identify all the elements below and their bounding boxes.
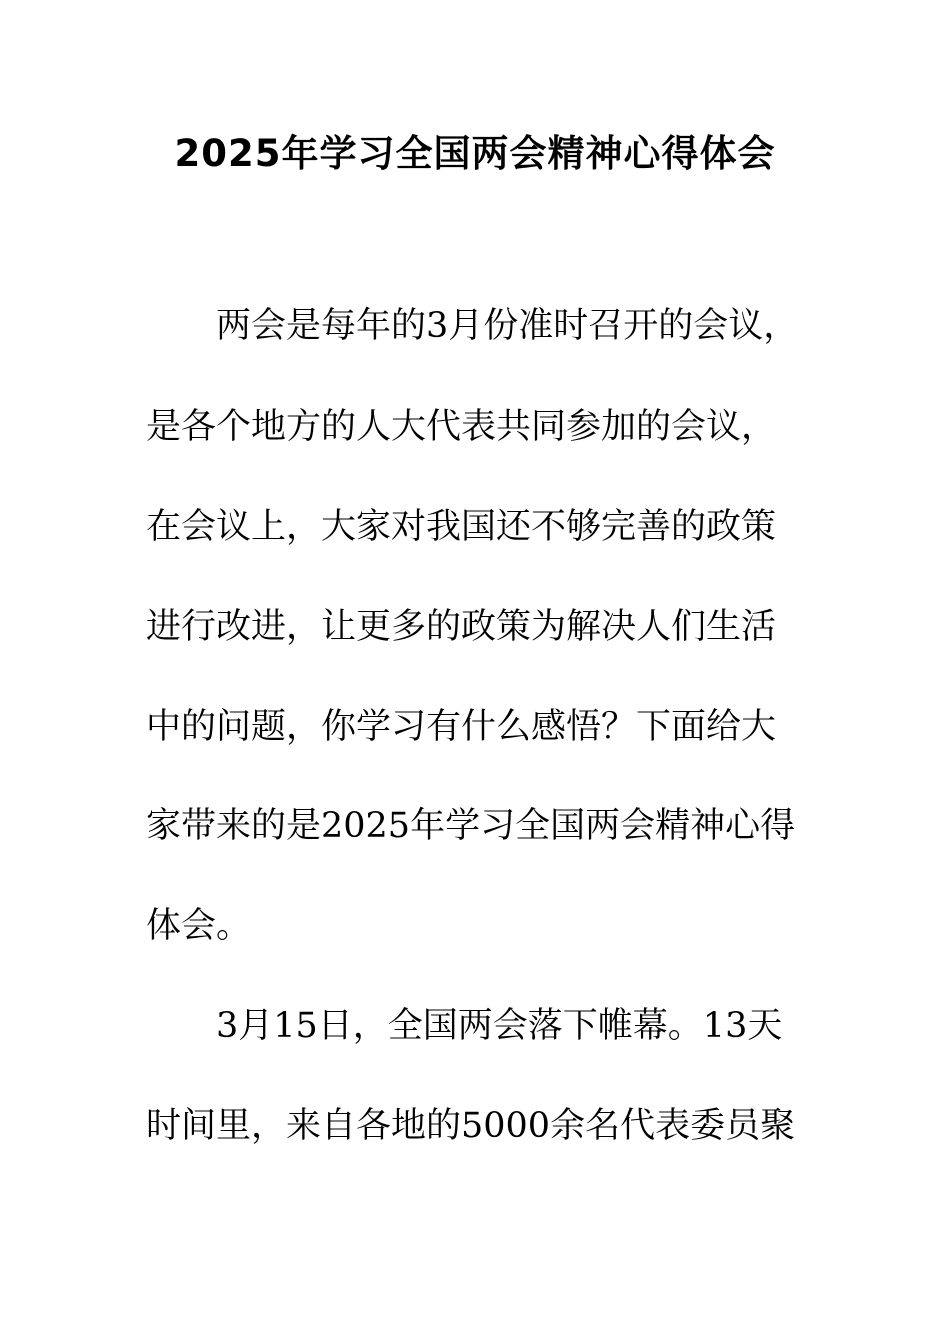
paragraph-1-line-6: 家带来的是2025年学习全国两会精神心得 <box>146 806 796 846</box>
paragraph-1-line-5: 中的问题，你学习有什么感悟？下面给大 <box>146 707 777 747</box>
paragraph-1-line-2: 是各个地方的人大代表共同参加的会议， <box>146 407 777 447</box>
paragraph-2-line-1: 3月15日，全国两会落下帷幕。13天 <box>216 1006 783 1046</box>
paragraph-2-line-2: 时间里，来自各地的5000余名代表委员聚 <box>146 1106 796 1146</box>
paragraph-1-line-4: 进行改进，让更多的政策为解决人们生活 <box>146 607 777 647</box>
paragraph-1-line-1: 两会是每年的3月份准时召开的会议， <box>216 306 799 346</box>
paragraph-1-line-3: 在会议上，大家对我国还不够完善的政策 <box>146 507 777 547</box>
paragraph-1-line-7: 体会。 <box>146 906 252 946</box>
document-title: 2025年学习全国两会精神心得体会 <box>174 132 776 175</box>
